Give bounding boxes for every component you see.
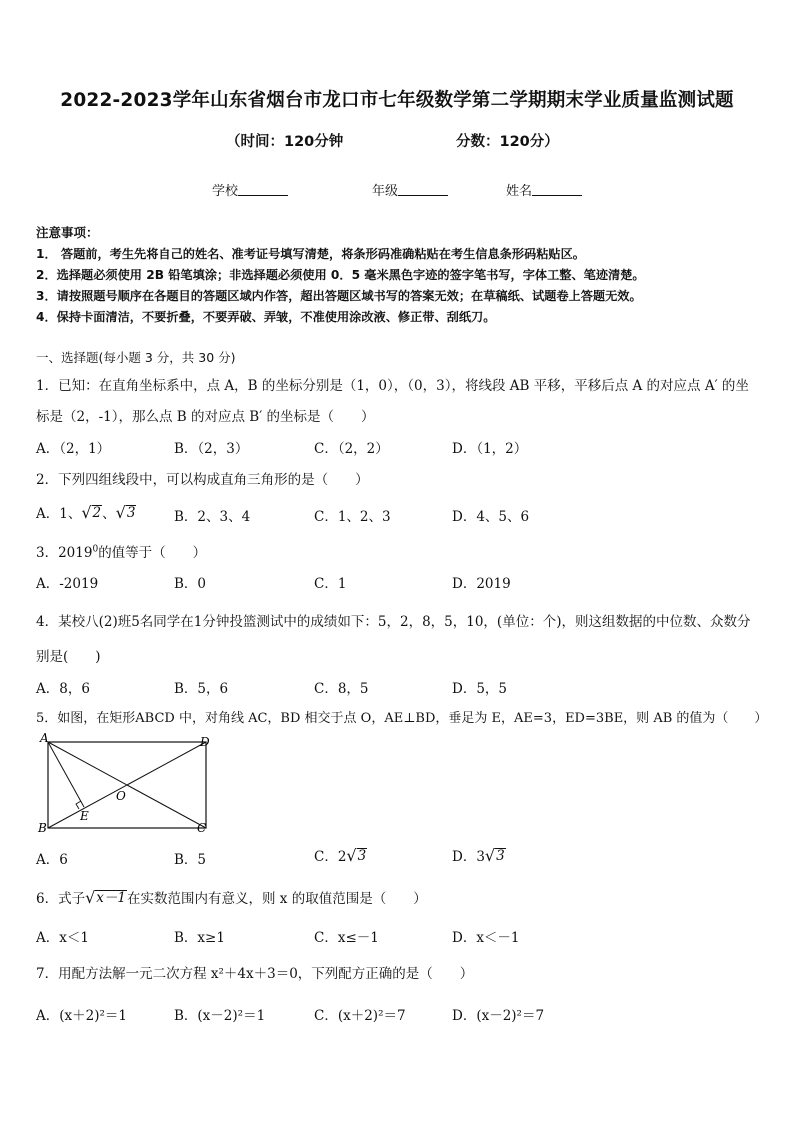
q5-option-d (452, 845, 506, 865)
q1-option-d: D．（1，2） (452, 441, 528, 457)
label-b: B (38, 821, 47, 835)
q6-text-pre: 6．式子 (36, 891, 86, 907)
section-title: 一、选择题(每小题 3 分，共 30 分) (36, 350, 236, 365)
notes-title: 注意事项： (36, 225, 99, 240)
question-5: 5．如图，在矩形ABCD 中，对角线 AC，BD 相交于点 O，AE⊥BD，垂足为 E，AE=3，ED=3BE，则 AB 的值为（ ） (36, 711, 768, 726)
q6-text-post: 在实数范围内有意义，则 x 的取值范围是（ ） (127, 891, 427, 907)
q5-option-d-prefix: D．3 (452, 849, 485, 865)
name-blank[interactable] (532, 183, 582, 196)
question-1-line-2: 标是（2，-1），那么点 B 的对应点 B′ 的坐标是（ ） (36, 409, 375, 425)
q3-option-c: C．1 (314, 576, 347, 592)
q7-option-d: D．(x－2)²＝7 (452, 1008, 545, 1024)
sqrt-x-minus-1-radicand: x－1 (96, 890, 126, 907)
grade-field[interactable] (372, 180, 448, 199)
sqrt-3-radicand: 3 (496, 848, 505, 865)
sqrt-3-radicand: 3 (126, 505, 136, 522)
q1-option-a: A．（2，1） (36, 441, 111, 457)
question-1-line-1: 1．已知：在直角坐标系中，点 A，B 的坐标分别是（1，0），（0，3），将线段 AB 平移，平移后点 A 的对应点 A′ 的坐 (36, 378, 749, 394)
page-title: 2022-2023学年山东省烟台市龙口市七年级数学第二学期期末学业质量监测试题 (60, 90, 734, 111)
q3-text-pre: 3．2019 (36, 545, 93, 561)
label-e: E (80, 809, 89, 823)
q5-option-b: B．5 (174, 852, 207, 868)
q6-option-d: D．x＜－1 (452, 930, 520, 946)
q4-option-c: C．8，5 (314, 681, 369, 697)
school-blank[interactable] (238, 183, 288, 196)
label-a: A (40, 731, 49, 745)
grade-label: 年级 (372, 184, 399, 199)
q3-option-b: B．0 (174, 576, 207, 592)
q3-exponent: 0 (92, 544, 99, 555)
q4-option-d: D．5，5 (452, 681, 508, 697)
name-field[interactable] (506, 180, 582, 199)
exam-time: （时间：120分钟 (226, 134, 344, 150)
sqrt-3: √ 3 (115, 503, 136, 522)
name-label: 姓名 (506, 184, 533, 199)
q6-option-b: B．x≥1 (174, 930, 225, 946)
sqrt-3: √ 3 (484, 846, 505, 865)
q5-option-c-prefix: C．2 (314, 849, 347, 865)
question-2: 2．下列四组线段中，可以构成直角三角形的是（ ） (36, 472, 369, 488)
q4-option-a: A．8，6 (36, 681, 90, 697)
q3-option-d: D．2019 (452, 576, 511, 592)
note-item: 3．请按照题号顺序在各题目的答题区域内作答，超出答题区域书写的答案无效；在草稿纸、试题卷上答题无效。 (36, 289, 642, 303)
q7-option-b: B．(x－2)²＝1 (174, 1008, 266, 1024)
sqrt-3: √ 3 (346, 846, 367, 865)
q5-option-a: A．6 (36, 852, 68, 868)
q7-option-c: C．(x＋2)²＝7 (314, 1008, 406, 1024)
grade-blank[interactable] (398, 183, 448, 196)
label-c: C (197, 821, 207, 835)
question-4-line-1: 4．某校八(2)班5名同学在1分钟投篮测试中的成绩如下：5，2，8，5，10，(单位：个)，则这组数据的中位数、众数分 (36, 614, 751, 630)
label-d: D (200, 735, 210, 749)
school-label: 学校 (212, 184, 239, 199)
question-3 (36, 541, 206, 561)
q2-option-a-prefix: A．1、 (36, 506, 82, 522)
q1-option-c: C．（2，2） (314, 441, 389, 457)
q2-option-c: C．1、2、3 (314, 509, 391, 525)
rectangle-figure (36, 730, 216, 840)
q2-option-b: B．2、3、4 (174, 509, 251, 525)
question-7: 7．用配方法解一元二次方程 x²＋4x＋3＝0，下列配方正确的是（ ） (36, 966, 474, 982)
sqrt-x-minus-1: √ x－1 (85, 888, 126, 907)
q3-text-post: 的值等于（ ） (98, 545, 207, 561)
sqrt-2-radicand: 2 (92, 505, 102, 522)
exam-score: 分数：120分） (456, 134, 559, 150)
q6-option-c: C．x≤－1 (314, 930, 379, 946)
q7-option-a: A．(x＋2)²＝1 (36, 1008, 127, 1024)
q3-option-a: A．-2019 (36, 576, 99, 592)
right-angle-mark (76, 801, 81, 809)
note-item: 1． 答题前，考生先将自己的姓名、准考证号填写清楚，将条形码准确粘贴在考生信息条形码粘贴区。 (36, 247, 585, 261)
note-item: 2．选择题必须使用 2B 铅笔填涂；非选择题必须使用 0．5 毫米黑色字迹的签字笔书写，字体工整、笔迹清楚。 (36, 268, 645, 282)
q2-option-a-sep: 、 (102, 506, 116, 522)
question-4-line-2: 别是( ) (36, 649, 101, 665)
question-6 (36, 887, 427, 907)
note-item: 4．保持卡面清洁，不要折叠，不要弄破、弄皱，不准使用涂改液、修正带、刮纸刀。 (36, 310, 496, 324)
q2-option-d: D．4、5、6 (452, 509, 530, 525)
school-field[interactable] (212, 180, 288, 199)
q1-option-b: B．（2，3） (174, 441, 249, 457)
q2-option-a (36, 502, 136, 522)
q4-option-b: B．5，6 (174, 681, 229, 697)
sqrt-2: √ 2 (81, 503, 102, 522)
q6-option-a: A．x＜1 (36, 930, 89, 946)
label-o: O (116, 789, 126, 803)
sqrt-3-radicand: 3 (357, 848, 367, 865)
q5-option-c (314, 845, 367, 865)
